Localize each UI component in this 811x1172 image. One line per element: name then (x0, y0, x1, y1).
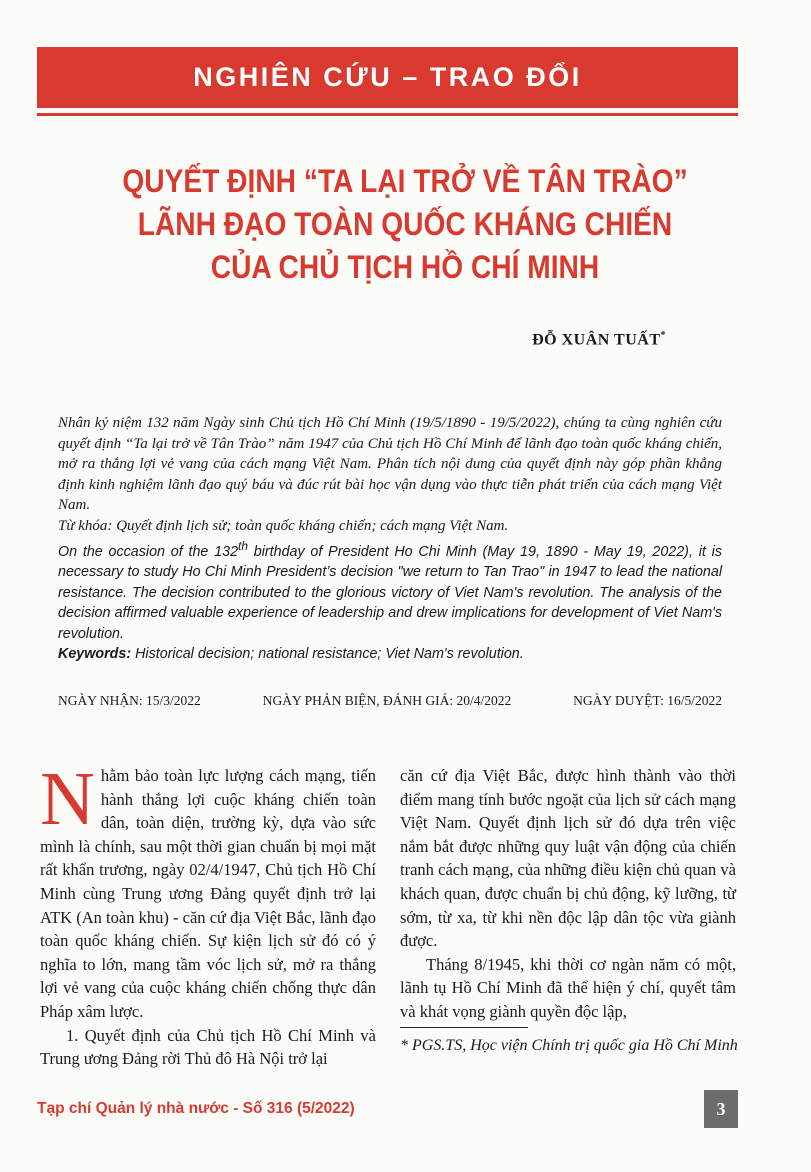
keywords-vi (58, 516, 722, 537)
date-approved: NGÀY DUYỆT: 16/5/2022 (573, 693, 722, 708)
keywords-vi-text: Quyết định lịch sử; toàn quốc kháng chiến; cách mạng Việt Nam. (112, 517, 509, 534)
title-line: LÃNH ĐẠO TOÀN QUỐC KHÁNG CHIẾN (137, 206, 673, 242)
footnote-divider (400, 1027, 528, 1028)
body-paragraph: 1. Quyết định của Chủ tịch Hồ Chí Minh và Trung ương Đảng rời Thủ đô Hà Nội trở lại (40, 1025, 376, 1069)
body-paragraph: Tháng 8/1945, khi thời cơ ngàn năm có một, lãnh tụ Hồ Chí Minh đã thể hiện ý chí, quyết tâm và khát vọng giành quyền độc lập, (400, 954, 736, 1021)
body-paragraph-text: hằm bảo toàn lực lượng cách mạng, tiến hành thắng lợi cuộc kháng chiến toàn dân, toàn diện, trường kỳ, dựa vào sức mình là chính, sau một thời gian chuẩn bị mọi mặt rất khẩn trương, ngày 02/4/1947, Chủ tịch Hồ Chí Minh cùng Trung ương Đảng quyết định trở lại ATK (An toàn khu) - căn cứ địa Việt Bắc, lãnh đạo toàn quốc kháng chiến. Sự kiện lịch sử đó có ý nghĩa to lớn, mang tầm vóc lịch sử, mở ra thắng lợi vẻ vang của cuộc kháng chiến chống thực dân Pháp xâm lược. (40, 766, 376, 1021)
keywords-vi-label: Từ khóa: (58, 517, 113, 534)
body-column-right (400, 764, 736, 1024)
drop-cap: N (40, 757, 95, 841)
title-line: CỦA CHỦ TỊCH HỒ CHÍ MINH (210, 249, 600, 285)
title-line: QUYẾT ĐỊNH “TA LẠI TRỞ VỀ TÂN TRÀO” (122, 163, 688, 199)
section-banner (37, 47, 738, 108)
body-paragraph: căn cứ địa Việt Bắc, được hình thành vào thời điểm mang tính bước ngoặt của lịch sử cách mạng Việt Nam. Quyết định lịch sử đó dựa trên việc nắm bắt được những quy luật vận động của chiến tranh cách mạng, của những điều kiện chủ quan và khách quan, được chuẩn bị chủ động, kỹ lưỡng, từ sớm, từ xa, từ khi nền độc lập dân tộc vừa giành được. (400, 766, 736, 951)
abstract-en (58, 536, 722, 644)
abstract-en-start: On the occasion of the 132 (58, 543, 239, 560)
page-number-text: 3 (716, 1098, 726, 1119)
keywords-en (58, 644, 722, 665)
author-name-text: ĐỖ XUÂN TUẤT (532, 331, 661, 349)
date-received: NGÀY NHẬN: 15/3/2022 (58, 693, 201, 708)
journal-footer: Tạp chí Quản lý nhà nước - Số 316 (5/2022) (37, 1100, 355, 1117)
keywords-en-text: Historical decision; national resistance; Viet Nam's revolution. (131, 646, 524, 663)
body-paragraph (40, 757, 376, 1024)
section-banner-label: NGHIÊN CỨU – TRAO ĐỔI (193, 62, 582, 92)
author-name (532, 330, 666, 349)
banner-underline (37, 113, 738, 116)
author-footnote: * PGS.TS, Học viện Chính trị quốc gia Hồ Chí Minh (400, 1037, 738, 1054)
abstract-en-ordinal: th (238, 539, 248, 553)
abstract-vi: Nhân kỷ niệm 132 năm Ngày sinh Chủ tịch Hồ Chí Minh (19/5/1890 - 19/5/2022), chúng ta cùng nghiên cứu quyết định “Ta lại trở về Tân Trào” năm 1947 của Chủ tịch Hồ Chí Minh để lãnh đạo toàn quốc kháng chiến, mở ra thắng lợi vẻ vang của cách mạng Việt Nam. Phân tích nội dung của quyết định này góp phần khẳng định kinh nghiệm lãnh đạo quý báu và đúc rút bài học vận dụng vào thực tiễn phát triển của cách mạng Việt Nam. (58, 415, 722, 513)
date-reviewed: NGÀY PHẢN BIỆN, ĐÁNH GIÁ: 20/4/2022 (262, 693, 512, 708)
body-column-left (40, 757, 376, 1071)
keywords-en-label: Keywords: (58, 646, 132, 663)
page-number (704, 1090, 738, 1128)
abstract-en-rest: birthday of President Ho Chi Minh (May 19, 1890 - May 19, 2022), it is necessary to study Ho Chi Minh President’s decision "we return to Tan Trao" in 1947 to lead the national resistance. The decision contributed to the glorious victory of Viet Nam's revolution. The analysis of the decision affirmed valuable experience of leadership and drew implications for development of Viet Nam's revolution. (58, 543, 722, 642)
abstract (58, 413, 722, 665)
dates-row (58, 693, 722, 709)
article-title (84, 160, 726, 289)
author-footnote-mark: * (660, 330, 666, 341)
